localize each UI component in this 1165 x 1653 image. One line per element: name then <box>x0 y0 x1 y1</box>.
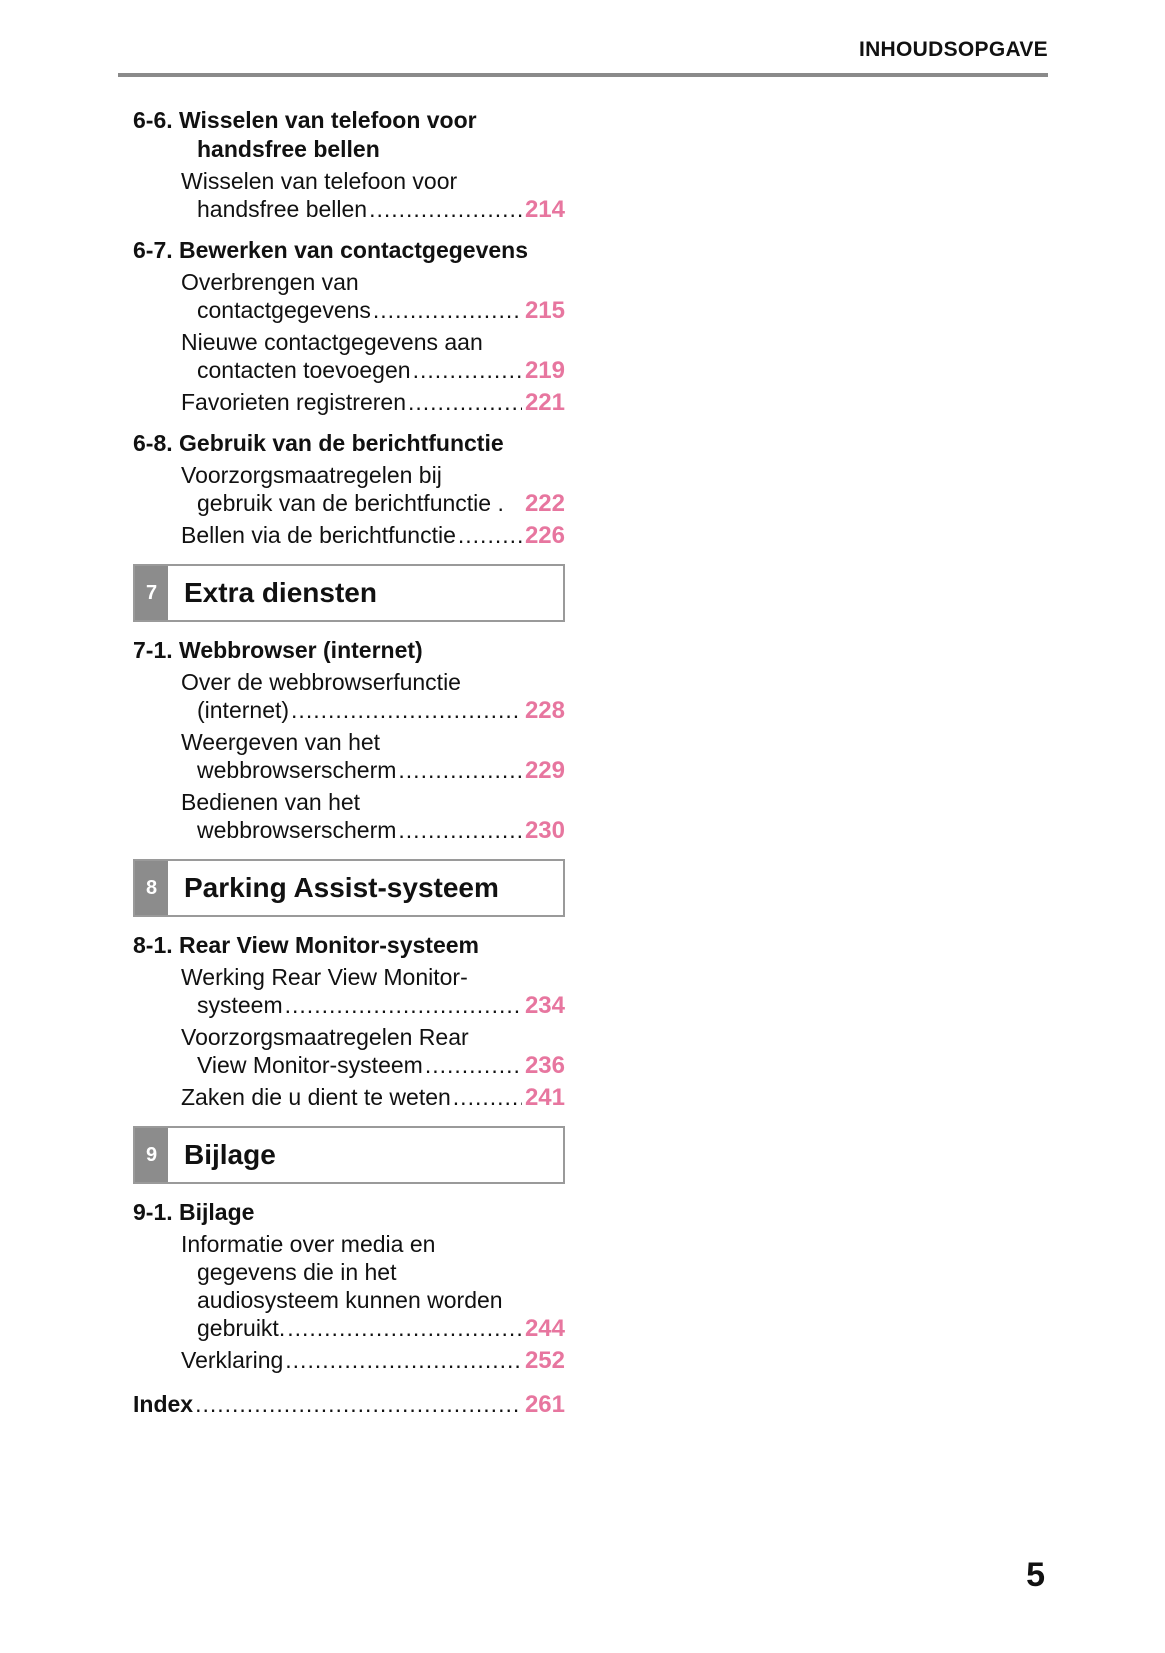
leader-dots <box>453 1083 522 1111</box>
toc-entry[interactable]: Weergeven van het webbrowserscherm ..... 229 <box>181 728 565 785</box>
page-ref[interactable]: 228 <box>524 697 565 724</box>
leader-dots <box>287 1314 522 1342</box>
toc-entry[interactable]: Werking Rear View Monitor- systeem ..... 234 <box>181 963 565 1020</box>
toc-subsection-6-8: 6-8. Gebruik van de berichtfunctie <box>133 430 504 456</box>
page-ref[interactable]: 219 <box>524 357 565 384</box>
toc-entry[interactable]: Nieuwe contactgegevens aan contacten toevoegen ..... 219 <box>181 328 565 385</box>
page-ref[interactable]: 214 <box>524 196 565 223</box>
leader-dots <box>369 195 522 223</box>
toc-entry[interactable]: Voorzorgsmaatregelen bij gebruik van de berichtfunctie . 222 <box>181 462 565 517</box>
page-ref[interactable]: 241 <box>524 1084 565 1111</box>
leader-dots <box>413 356 522 384</box>
leader-dots <box>408 388 522 416</box>
toc-subsection-6-6: 6-6. Wisselen van telefoon voor handsfree bellen <box>133 107 477 162</box>
page-ref[interactable]: 222 <box>524 490 565 517</box>
toc-entry[interactable]: Overbrengen van contactgegevens ..... 215 <box>181 268 565 325</box>
leader-dots <box>398 816 522 844</box>
chapter-title: Parking Assist-systeem <box>184 872 499 903</box>
toc-subsection-6-7: 6-7. Bewerken van contactgegevens <box>133 237 528 263</box>
page-number: 5 <box>1026 1556 1045 1594</box>
chapter-header-7[interactable] <box>133 564 565 622</box>
page-ref[interactable]: 229 <box>524 757 565 784</box>
leader-dots <box>458 521 522 549</box>
chapter-number: 9 <box>135 1128 168 1182</box>
chapter-header-8[interactable] <box>133 859 565 917</box>
toc-subsection-8-1: 8-1. Rear View Monitor-systeem <box>133 932 479 958</box>
chapter-header-9[interactable] <box>133 1126 565 1184</box>
chapter-title: Bijlage <box>184 1139 276 1170</box>
chapter-number: 8 <box>135 861 168 915</box>
leader-dots <box>285 1346 522 1374</box>
toc-entry[interactable]: Informatie over media en gegevens die in het audiosysteem kunnen worden gebruikt. ..... 244 <box>181 1230 565 1343</box>
page-header-title: INHOUDSOPGAVE <box>858 38 1048 61</box>
toc-entry[interactable]: Wisselen van telefoon voor handsfree bellen ..... 214 <box>181 167 565 224</box>
page-ref[interactable]: 215 <box>524 297 565 324</box>
chapter-title: Extra diensten <box>184 577 377 608</box>
leader-dots <box>285 991 522 1019</box>
toc-subsection-7-1: 7-1. Webbrowser (internet) <box>133 637 423 663</box>
leader-dots <box>195 1391 522 1418</box>
page-ref[interactable]: 252 <box>524 1347 565 1374</box>
page-ref[interactable]: 236 <box>524 1052 565 1079</box>
leader-dots <box>373 296 522 324</box>
page-ref[interactable]: 226 <box>524 522 565 549</box>
toc-entry[interactable]: Voorzorgsmaatregelen Rear View Monitor-systeem ..... 236 <box>181 1023 565 1080</box>
page-ref[interactable]: 244 <box>524 1315 565 1342</box>
toc-entry[interactable]: Bedienen van het webbrowserscherm ..... 230 <box>181 788 565 845</box>
page-ref[interactable]: 234 <box>524 992 565 1019</box>
toc-entry[interactable]: Bellen via de berichtfunctie ..... 226 <box>181 521 565 550</box>
toc-entry[interactable]: Zaken die u dient te weten ..... 241 <box>181 1083 565 1112</box>
page-ref[interactable]: 230 <box>524 817 565 844</box>
leader-dots <box>398 756 522 784</box>
table-of-contents <box>133 100 565 1419</box>
page-ref[interactable]: 261 <box>524 1391 565 1418</box>
toc-entry[interactable]: Over de webbrowserfunctie (internet) ..... 228 <box>181 668 565 725</box>
toc-entry[interactable]: Verklaring ..... 252 <box>181 1346 565 1375</box>
header-divider <box>118 73 1048 77</box>
toc-subsection-9-1: 9-1. Bijlage <box>133 1199 255 1225</box>
toc-index-entry[interactable]: Index ..... 261 <box>133 1391 565 1419</box>
leader-dots <box>425 1051 522 1079</box>
toc-entry[interactable]: Favorieten registreren ..... 221 <box>181 388 565 417</box>
chapter-number: 7 <box>135 566 168 620</box>
page-ref[interactable]: 221 <box>524 389 565 416</box>
leader-dots <box>291 696 522 724</box>
